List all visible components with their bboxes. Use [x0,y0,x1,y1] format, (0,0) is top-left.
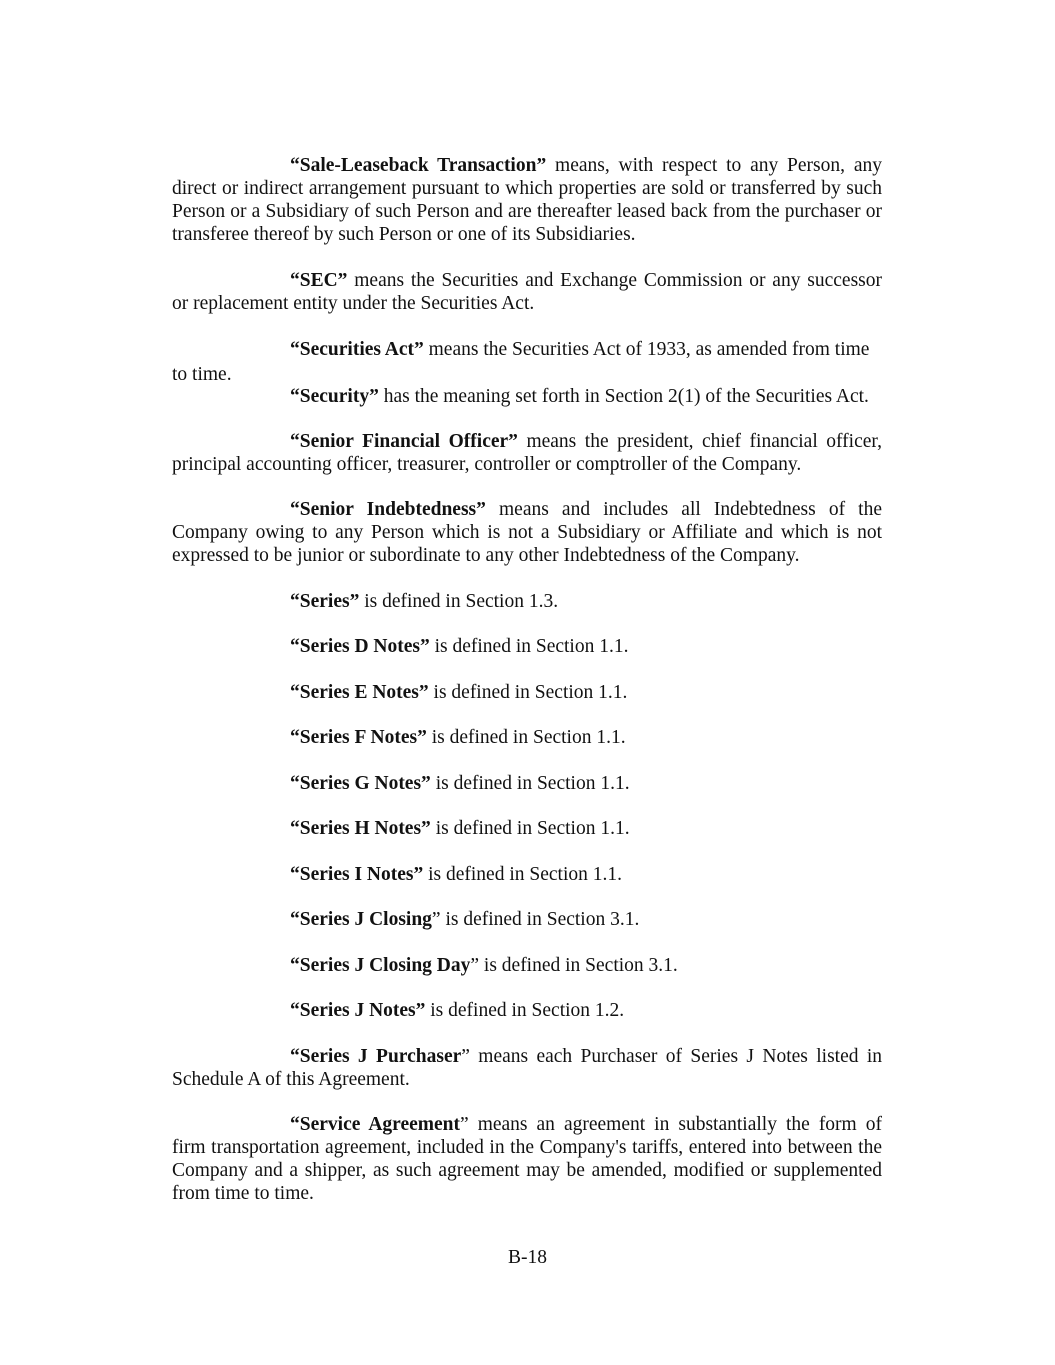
definition-text: ” means each Purchaser of Series J Notes listed in Schedule A of this Agreement. [172,1046,883,1090]
definition-series-h-notes [290,817,630,840]
definition-text: is defined in Section 1.1. [429,636,629,657]
definition-text: ” is defined in Section 3.1. [431,909,640,930]
defined-term: “Series J Closing Day [290,955,471,976]
defined-term: “Series F Notes” [290,727,427,748]
defined-term: “Series” [290,591,360,612]
definition-securities-act [290,338,869,361]
definition-series-j-purchaser [172,1045,882,1091]
defined-term: “Series J Purchaser [290,1046,462,1067]
definition-text: is defined in Section 1.2. [425,1000,625,1021]
definition-text: means the Securities Act of 1933, as amended from time [423,339,870,360]
page-number: B-18 [508,1247,547,1268]
definition-securities-act-continuation: to time. [172,364,232,385]
definition-security [290,385,869,408]
definition-sec [172,269,882,315]
definition-text: means and includes all Indebtedness of the Company owing to any Person which is not a Subsidiary or Affiliate and which is not expressed to be junior or subordinate to any other Indebtedness of the Company. [172,499,882,566]
defined-term: “Sale-Leaseback Transaction” [290,155,547,176]
defined-term: “Series D Notes” [290,636,430,657]
defined-term: “Securities Act” [290,339,424,360]
definition-text: is defined in Section 1.1. [428,682,628,703]
defined-term: “Series G Notes” [290,773,431,794]
definition-series-g-notes [290,772,630,795]
definition-series-e-notes [290,681,627,704]
defined-term: “Service Agreement [290,1114,461,1135]
defined-term: “Series J Notes” [290,1000,426,1021]
definition-text: ” means an agreement in substantially the form of firm transportation agreement, included in the Company's tariffs, entered into between the Company and a shipper, as such agreement may be amended, modified or supplemented from time to time. [172,1114,882,1204]
definition-senior-financial-officer [172,430,882,476]
definition-text: is defined in Section 1.1. [430,773,630,794]
definition-text: means the Securities and Exchange Commission or any successor or replacement entity under the Securities Act. [172,270,882,314]
definition-series-f-notes [290,726,626,749]
defined-term: “Series E Notes” [290,682,429,703]
definition-series-j-notes [290,999,624,1022]
defined-term: “Series H Notes” [290,818,431,839]
defined-term: “Senior Indebtedness” [290,499,486,520]
definition-text: is defined in Section 1.1. [426,727,626,748]
definition-senior-indebtedness [172,498,882,567]
definition-text: ” is defined in Section 3.1. [470,955,678,976]
definition-text: means the president, chief financial officer, principal accounting officer, treasurer, controller or comptroller of the Company. [172,431,882,475]
definition-service-agreement [172,1113,882,1205]
definition-series-j-closing-day [290,954,678,977]
definition-text: is defined in Section 1.3. [359,591,559,612]
defined-term: “Series J Closing [290,909,432,930]
defined-term: “Senior Financial Officer” [290,431,518,452]
definition-text: is defined in Section 1.1. [430,818,630,839]
definition-series [290,590,558,613]
defined-term: “SEC” [290,270,348,291]
defined-term: “Security” [290,386,379,407]
defined-term: “Series I Notes” [290,864,424,885]
definition-sale-leaseback-transaction [172,154,882,246]
definition-series-i-notes [290,863,622,886]
definition-text: means, with respect to any Person, any direct or indirect arrangement pursuant to which properties are sold or transferred by such Person or a Subsidiary of such Person and are thereafter leased back from the purchaser or transferee thereof by such Person or one of its Subsidiaries. [172,155,882,245]
definition-series-j-closing [290,908,639,931]
definition-series-d-notes [290,635,628,658]
definition-text: is defined in Section 1.1. [423,864,622,885]
definition-text: has the meaning set forth in Section 2(1) of the Securities Act. [378,386,869,407]
